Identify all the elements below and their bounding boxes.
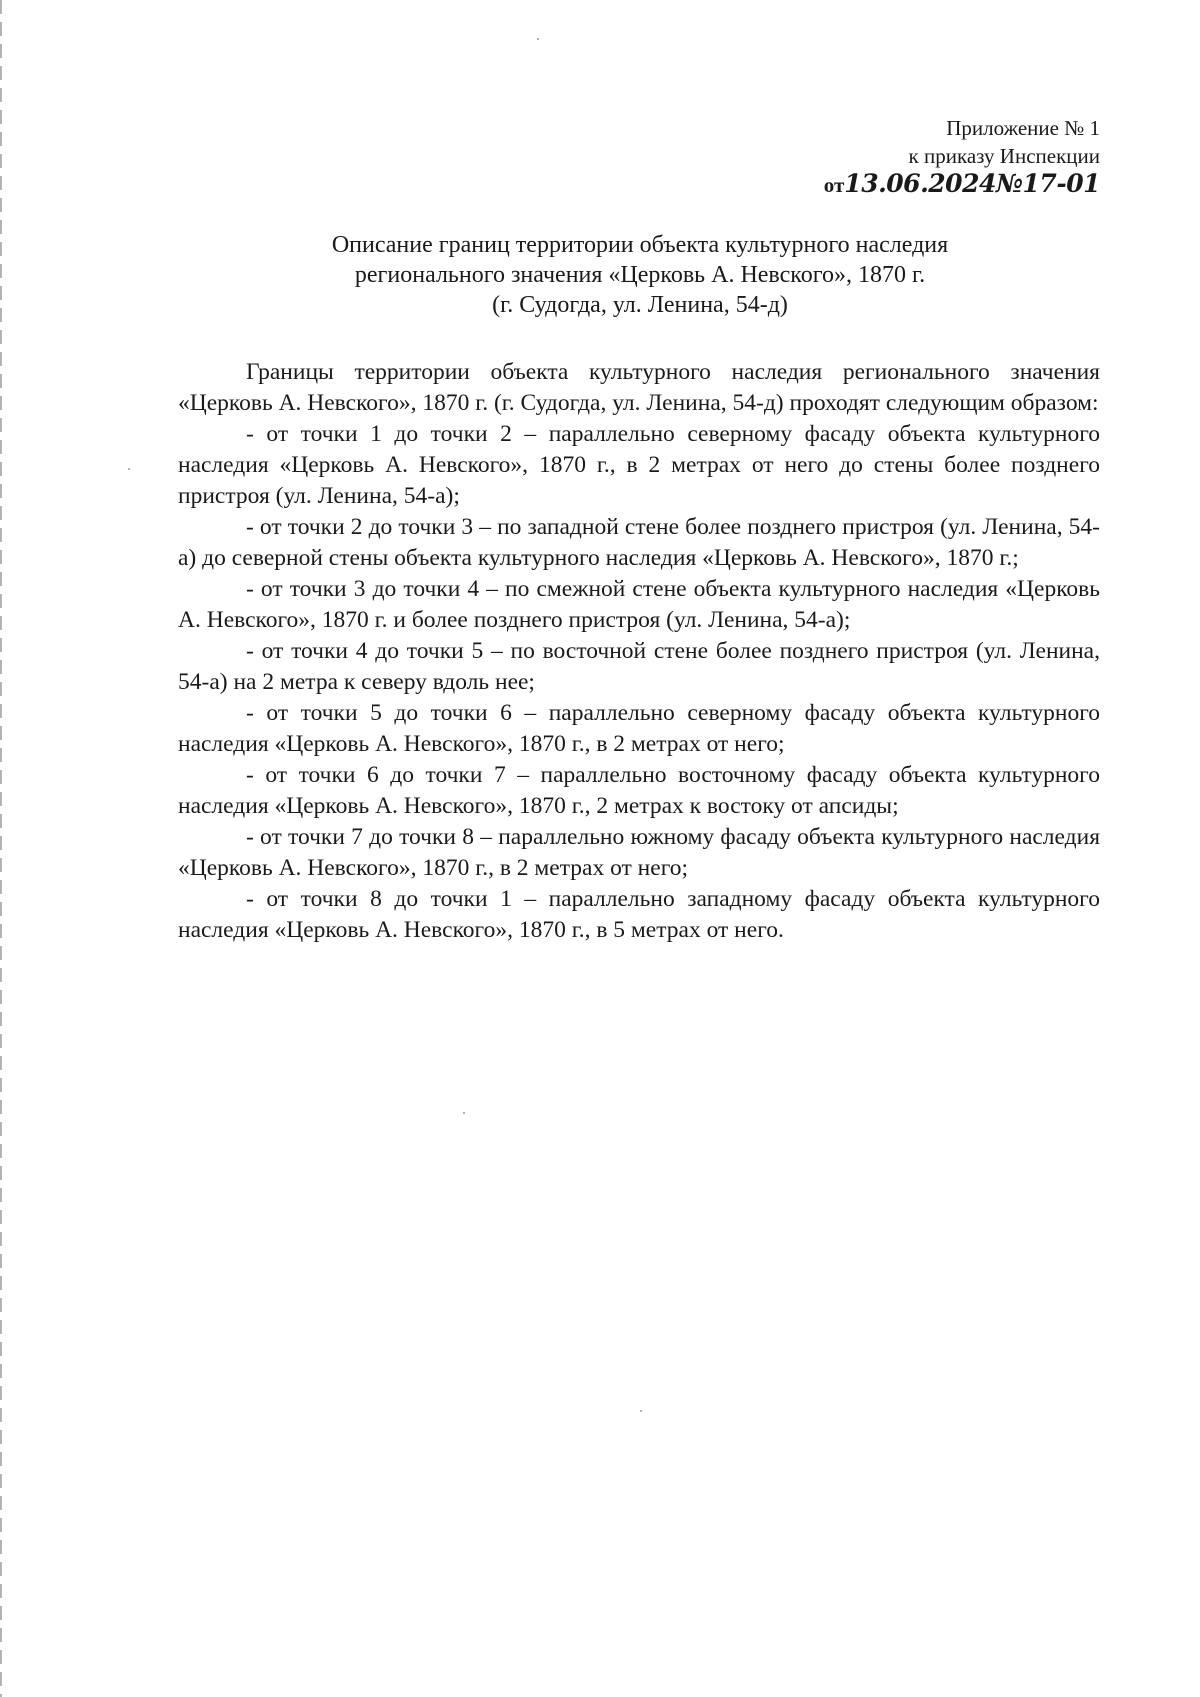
boundary-item-7-8: - от точки 7 до точки 8 – параллельно южному фасаду объекта культурного наследия «Церковь А. Невского», 1870 г., в 2 метрах от него; bbox=[178, 824, 1100, 881]
scan-speck bbox=[463, 1112, 465, 1114]
annex-number: Приложение № 1 bbox=[946, 116, 1100, 140]
boundary-item-1-2: - от точки 1 до точки 2 – параллельно северному фасаду объекта культурного наследия «Церковь А. Невского», 1870 г., в 2 метрах от него до стены более позднего пристроя (ул. Ленина, 54-а); bbox=[178, 421, 1100, 509]
boundary-item-8-1: - от точки 8 до точки 1 – параллельно западному фасаду объекта культурного наследия «Церковь А. Невского», 1870 г., в 5 метрах от него. bbox=[178, 886, 1100, 943]
scan-edge-artifact bbox=[0, 0, 2, 1697]
title-line-3: (г. Судогда, ул. Ленина, 54-д) bbox=[492, 292, 788, 318]
handwritten-order-date: 13.06.2024№17-01 bbox=[844, 169, 1100, 198]
document-body bbox=[178, 357, 1100, 946]
scan-speck bbox=[128, 468, 130, 470]
document-title bbox=[200, 230, 1080, 320]
boundary-item-5-6: - от точки 5 до точки 6 – параллельно северному фасаду объекта культурного наследия «Церковь А. Невского», 1870 г., в 2 метрах от него; bbox=[178, 700, 1100, 757]
boundary-item-3-4: - от точки 3 до точки 4 – по смежной стене объекта культурного наследия «Церковь А. Невского», 1870 г. и более позднего пристроя (ул. Ленина, 54-а); bbox=[178, 576, 1100, 633]
scan-speck bbox=[640, 1410, 642, 1412]
order-date-number bbox=[823, 169, 1100, 198]
title-line-1: Описание границ территории объекта культурного наследия bbox=[331, 232, 949, 258]
intro-paragraph: Границы территории объекта культурного наследия регионального значения «Церковь А. Невского», 1870 г. (г. Судогда, ул. Ленина, 54-д) проходят следующим образом: bbox=[178, 359, 1100, 416]
order-prefix: от bbox=[823, 173, 845, 197]
title-line-2: регионального значения «Церковь А. Невского», 1870 г. bbox=[354, 262, 926, 288]
annex-header bbox=[824, 114, 1100, 199]
boundary-item-4-5: - от точки 4 до точки 5 – по восточной стене более позднего пристроя (ул. Ленина, 54-а) на 2 метра к северу вдоль нее; bbox=[178, 638, 1100, 695]
boundary-item-2-3: - от точки 2 до точки 3 – по западной стене более позднего пристроя (ул. Ленина, 54-а) до северной стены объекта культурного наследия «Церковь А. Невского», 1870 г.; bbox=[178, 514, 1100, 571]
annex-order-reference: к приказу Инспекции bbox=[908, 144, 1100, 168]
scan-speck bbox=[537, 38, 539, 40]
boundary-item-6-7: - от точки 6 до точки 7 – параллельно восточному фасаду объекта культурного наследия «Церковь А. Невского», 1870 г., 2 метрах к востоку от апсиды; bbox=[178, 762, 1100, 819]
